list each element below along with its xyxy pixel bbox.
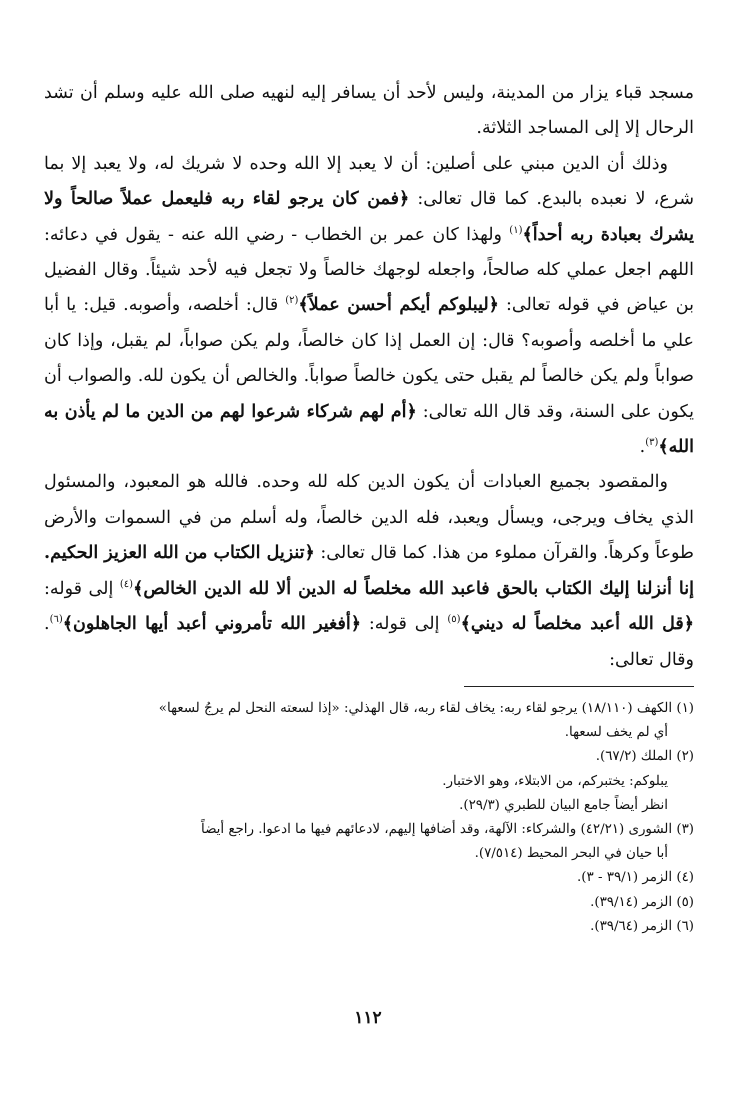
footnote-ref-1: (١) xyxy=(509,224,523,236)
paragraph-2-text-2: ولهذا كان عمر بن الخطاب - رضي الله عنه - يقول في دعائه: اللهم اجعل عملي كله صالحاً، واجعله لوجهك خالصاً ولا تجعل فيه لأحد شيئاً. وقال الفضيل بن عياض في قوله تعالى: xyxy=(44,224,694,316)
footnote-6: (٦) الزمر (٣٩/٦٤). xyxy=(590,918,694,934)
page-number: ١١٢ xyxy=(354,1008,382,1028)
footnote-4: (٤) الزمر (٣٩/١ - ٣). xyxy=(577,870,694,886)
quran-verse-kahf: ﴿فمن كان يرجو لقاء ربه فليعمل عملاً صالحاً ولا يشرك بعبادة ربه أحداً﴾ xyxy=(44,189,694,245)
paragraph-2-text-4: . xyxy=(639,437,646,458)
paragraph-2 xyxy=(44,147,694,466)
paragraph-3-text-2: إلى قوله: xyxy=(44,578,120,599)
footnote-3 xyxy=(44,818,694,866)
footnote-3-line-1: (٣) الشورى (٤٢/٢١) والشركاء: الآلهة، وقد أضافها إليهم، لادعائهم فيها ما ادعوا. راجع أيضاً xyxy=(200,821,694,837)
footnotes xyxy=(44,697,694,939)
footnote-divider xyxy=(464,686,694,687)
footnote-ref-3: (٣) xyxy=(645,437,659,449)
footnote-ref-6: (٦) xyxy=(49,614,63,626)
footnote-2-gloss: يبلوكم: يختبركم، من الابتلاء، وهو الاختبار. xyxy=(442,773,668,789)
paragraph-3-text-1: والمقصود بجميع العبادات أن يكون الدين كله لله وحده. فالله هو المعبود، والمسئول الذي يخاف ويرجى، ويسأل ويعبد، فله الدين خالصاً، وله أسلم من في السموات والأرض طوعاً وكرهاً. والقرآن مملوء من هذا. كما قال تعالى: xyxy=(44,472,694,564)
paragraph-3-text-3: إلى قوله: xyxy=(360,614,448,635)
footnote-3-line-2: أبا حيان في البحر المحيط (٧/٥١٤). xyxy=(474,846,668,862)
footnote-2-reference: انظر أيضاً جامع البيان للطبري (٢٩/٣). xyxy=(459,797,668,813)
book-page xyxy=(44,76,694,1076)
paragraph-3 xyxy=(44,465,694,677)
footnote-1-line-2: أي لم يخف لسعها. xyxy=(564,725,668,741)
quran-verse-mulk: ﴿ليبلوكم أيكم أحسن عملاً﴾ xyxy=(298,295,499,316)
footnote-ref-2: (٢) xyxy=(285,295,299,307)
paragraph-1: مسجد قباء يزار من المدينة، وليس لأحد أن يسافر إليه لنهيه صلى الله عليه وسلم أن تشد الرحال إلا إلى المساجد الثلاثة. xyxy=(44,83,694,139)
main-text xyxy=(44,76,694,678)
footnote-2: (٢) الملك (٦٧/٢). xyxy=(595,749,694,765)
footnote-1-line-1: (١) الكهف (١٨/١١٠) يرجو لقاء ربه: يخاف لقاء ربه، قال الهذلي: «إذا لسعته النحل لم يرجُ لسعها» xyxy=(158,700,694,716)
paragraph-2-text-1: وذلك أن الدين مبني على أصلين: أن لا يعبد إلا الله وحده لا شريك له، ولا يعبد إلا بما شرع، لا نعبده بالبدع. كما قال تعالى: xyxy=(44,153,695,210)
footnote-1 xyxy=(44,697,694,745)
quran-verse-zumar-64: ﴿أفغير الله تأمروني أعبد أيها الجاهلون﴾ xyxy=(62,614,361,635)
paragraph-3-text-4: . وقال تعالى: xyxy=(44,614,694,670)
footnote-ref-5: (٥) xyxy=(447,614,461,626)
quran-verse-zumar-1: ﴿تنزيل الكتاب من الله العزيز الحكيم. إنا أنزلنا إليك الكتاب بالحق فاعبد الله مخلصاً له الدين ألا لله الدين الخالص﴾ xyxy=(44,543,694,599)
quran-verse-shura: ﴿أم لهم شركاء شرعوا لهم من الدين ما لم يأذن به الله﴾ xyxy=(44,401,694,458)
footnote-5: (٥) الزمر (٣٩/١٤). xyxy=(590,894,694,910)
paragraph-2-text-3: قال: أخلصه، وأصوبه. قيل: يا أبا علي ما أخلصه وأصوبه؟ قال: إن العمل إذا كان خالصاً، ولم يكن صواباً، لم يقبل، وإذا كان صواباً ولم يكن خالصاً لم يقبل حتى يكون خالصاً صواباً. والخالص أن يكون لله. والصواب أن يكون على السنة، وقد قال الله تعالى: xyxy=(44,295,694,422)
footnote-ref-4: (٤) xyxy=(119,578,134,590)
quran-verse-zumar-14: ﴿قل الله أعبد مخلصاً له ديني﴾ xyxy=(460,614,694,635)
